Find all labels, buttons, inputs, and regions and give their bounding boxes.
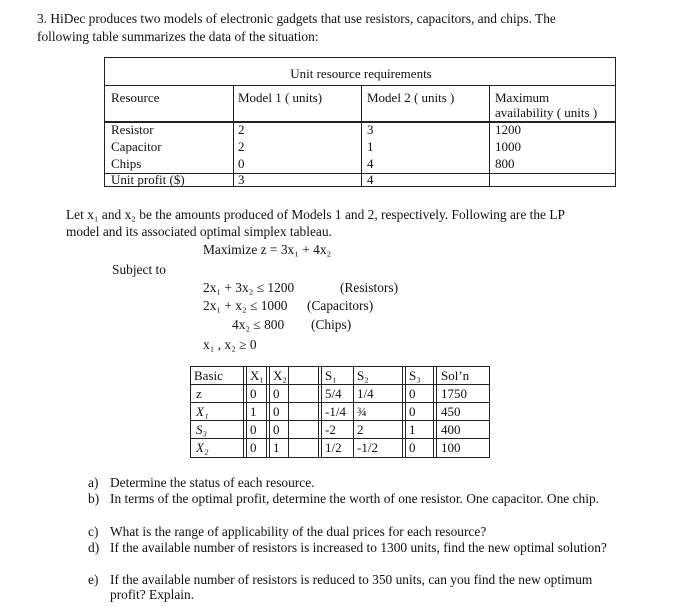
tableau-cell: 400 [441, 422, 461, 437]
col-header-resource: Resource [111, 90, 160, 105]
constraint-chips-expr: 4x₂ ≤ 800 [232, 317, 285, 332]
col-header-model2: Model 2 ( units ) [367, 90, 455, 105]
question-label: e) [88, 572, 99, 587]
resource-table [104, 57, 616, 187]
tableau-header: S₃ [409, 368, 421, 383]
problem-intro [37, 10, 677, 46]
tableau-cell: S₃ [196, 422, 208, 437]
tableau-cell: -1/4 [325, 404, 346, 419]
lp-description [66, 206, 565, 240]
tableau-cell: 1750 [441, 386, 467, 401]
tableau-cell: 450 [441, 404, 461, 419]
tableau-cell: 100 [441, 440, 461, 455]
row-resource: Chips [111, 156, 142, 171]
question-label: d) [88, 540, 100, 555]
tableau-cell: 0 [273, 404, 280, 419]
tableau-cell: 1/2 [325, 440, 342, 455]
tableau-cell: 0 [250, 422, 257, 437]
tableau-cell: 1 [273, 440, 280, 455]
tableau-cell: ¾ [357, 404, 367, 419]
constraint-chips-name: (Chips) [311, 317, 352, 332]
intro-line-2: following table summarizes the data of the situation: [37, 29, 319, 44]
question-label: b) [88, 491, 100, 506]
constraint-capacitors-name: (Capacitors) [307, 298, 374, 313]
col-header-max [495, 90, 597, 120]
col-header-max-line2: availability ( units ) [495, 105, 598, 120]
tableau-header: Sol’n [441, 368, 470, 383]
tableau-cell: 0 [409, 386, 416, 401]
question-e [88, 572, 628, 602]
row-m1: 3 [238, 172, 245, 187]
row-max: 1000 [495, 139, 521, 154]
tableau-cell: 1/4 [357, 386, 374, 401]
tableau-cell: 0 [250, 440, 257, 455]
question-a [88, 475, 628, 490]
lp-subject-to: Subject to [112, 262, 166, 277]
question-b [88, 491, 628, 506]
tableau-cell: z [196, 386, 202, 401]
tableau-header: X₂ [273, 368, 287, 383]
lp-desc-line1: Let x₁ and x₂ be the amounts produced of Models 1 and 2, respectively. Following are the LP [66, 207, 565, 222]
tableau-cell: 0 [273, 422, 280, 437]
tableau-header: S₂ [357, 368, 369, 383]
question-text: Determine the status of each resource. [110, 475, 315, 490]
row-m2: 4 [367, 156, 374, 171]
tableau-cell: -1/2 [357, 440, 378, 455]
tableau-header: X₁ [250, 368, 264, 383]
simplex-tableau [190, 366, 490, 458]
lp-objective: Maximize z = 3x₁ + 4x₂ [203, 242, 332, 257]
row-m1: 2 [238, 139, 245, 154]
question-text: If the available number of resistors is increased to 1300 units, find the new optimal solution? [110, 540, 607, 555]
tableau-cell: 1 [409, 422, 416, 437]
tableau-cell: X₂ [196, 440, 209, 455]
tableau-header: S₁ [325, 368, 337, 383]
tableau-cell: 1 [250, 404, 257, 419]
constraint-resistors-name: (Resistors) [340, 280, 399, 295]
tableau-header: Basic [194, 368, 223, 383]
row-m2: 4 [367, 172, 374, 187]
row-m2: 3 [367, 122, 374, 137]
constraint-resistors-expr: 2x₁ + 3x₂ ≤ 1200 [203, 280, 295, 295]
row-m1: 2 [238, 122, 245, 137]
row-resource: Resistor [111, 122, 154, 137]
tableau-cell: 0 [250, 386, 257, 401]
nonnegativity: x₁ , x₂ ≥ 0 [203, 337, 257, 352]
row-resource: Unit profit ($) [111, 172, 185, 187]
tableau-cell: 0 [409, 440, 416, 455]
tableau-cell: 2 [357, 422, 364, 437]
constraint-capacitors-expr: 2x₁ + x₂ ≤ 1000 [203, 298, 288, 313]
question-text: What is the range of applicability of the dual prices for each resource? [110, 524, 487, 539]
row-m1: 0 [238, 156, 245, 171]
tableau-cell: -2 [325, 422, 336, 437]
tableau-cell: 0 [409, 404, 416, 419]
tableau-cell: X₁ [196, 404, 209, 419]
question-label: c) [88, 524, 99, 539]
question-label: a) [88, 475, 99, 490]
row-resource: Capacitor [111, 139, 162, 154]
lp-desc-line2: model and its associated optimal simplex tableau. [66, 224, 332, 239]
question-text: In terms of the optimal profit, determine the worth of one resistor. One capacitor. One chip. [110, 491, 599, 506]
col-header-model1: Model 1 ( units) [238, 90, 323, 105]
tableau-cell: 0 [273, 386, 280, 401]
row-m2: 1 [367, 139, 374, 154]
tableau-cell: 5/4 [325, 386, 342, 401]
question-c [88, 524, 628, 539]
table-group-header: Unit resource requirements [290, 66, 432, 81]
intro-line-1: 3. HiDec produces two models of electronic gadgets that use resistors, capacitors, and chips. The [37, 11, 556, 26]
col-header-max-line1: Maximum [495, 90, 550, 105]
row-max: 1200 [495, 122, 521, 137]
row-max: 800 [495, 156, 515, 171]
question-d [88, 540, 628, 555]
question-text: If the available number of resistors is reduced to 350 units, can you find the new optimum profit? Explain. [110, 572, 593, 602]
